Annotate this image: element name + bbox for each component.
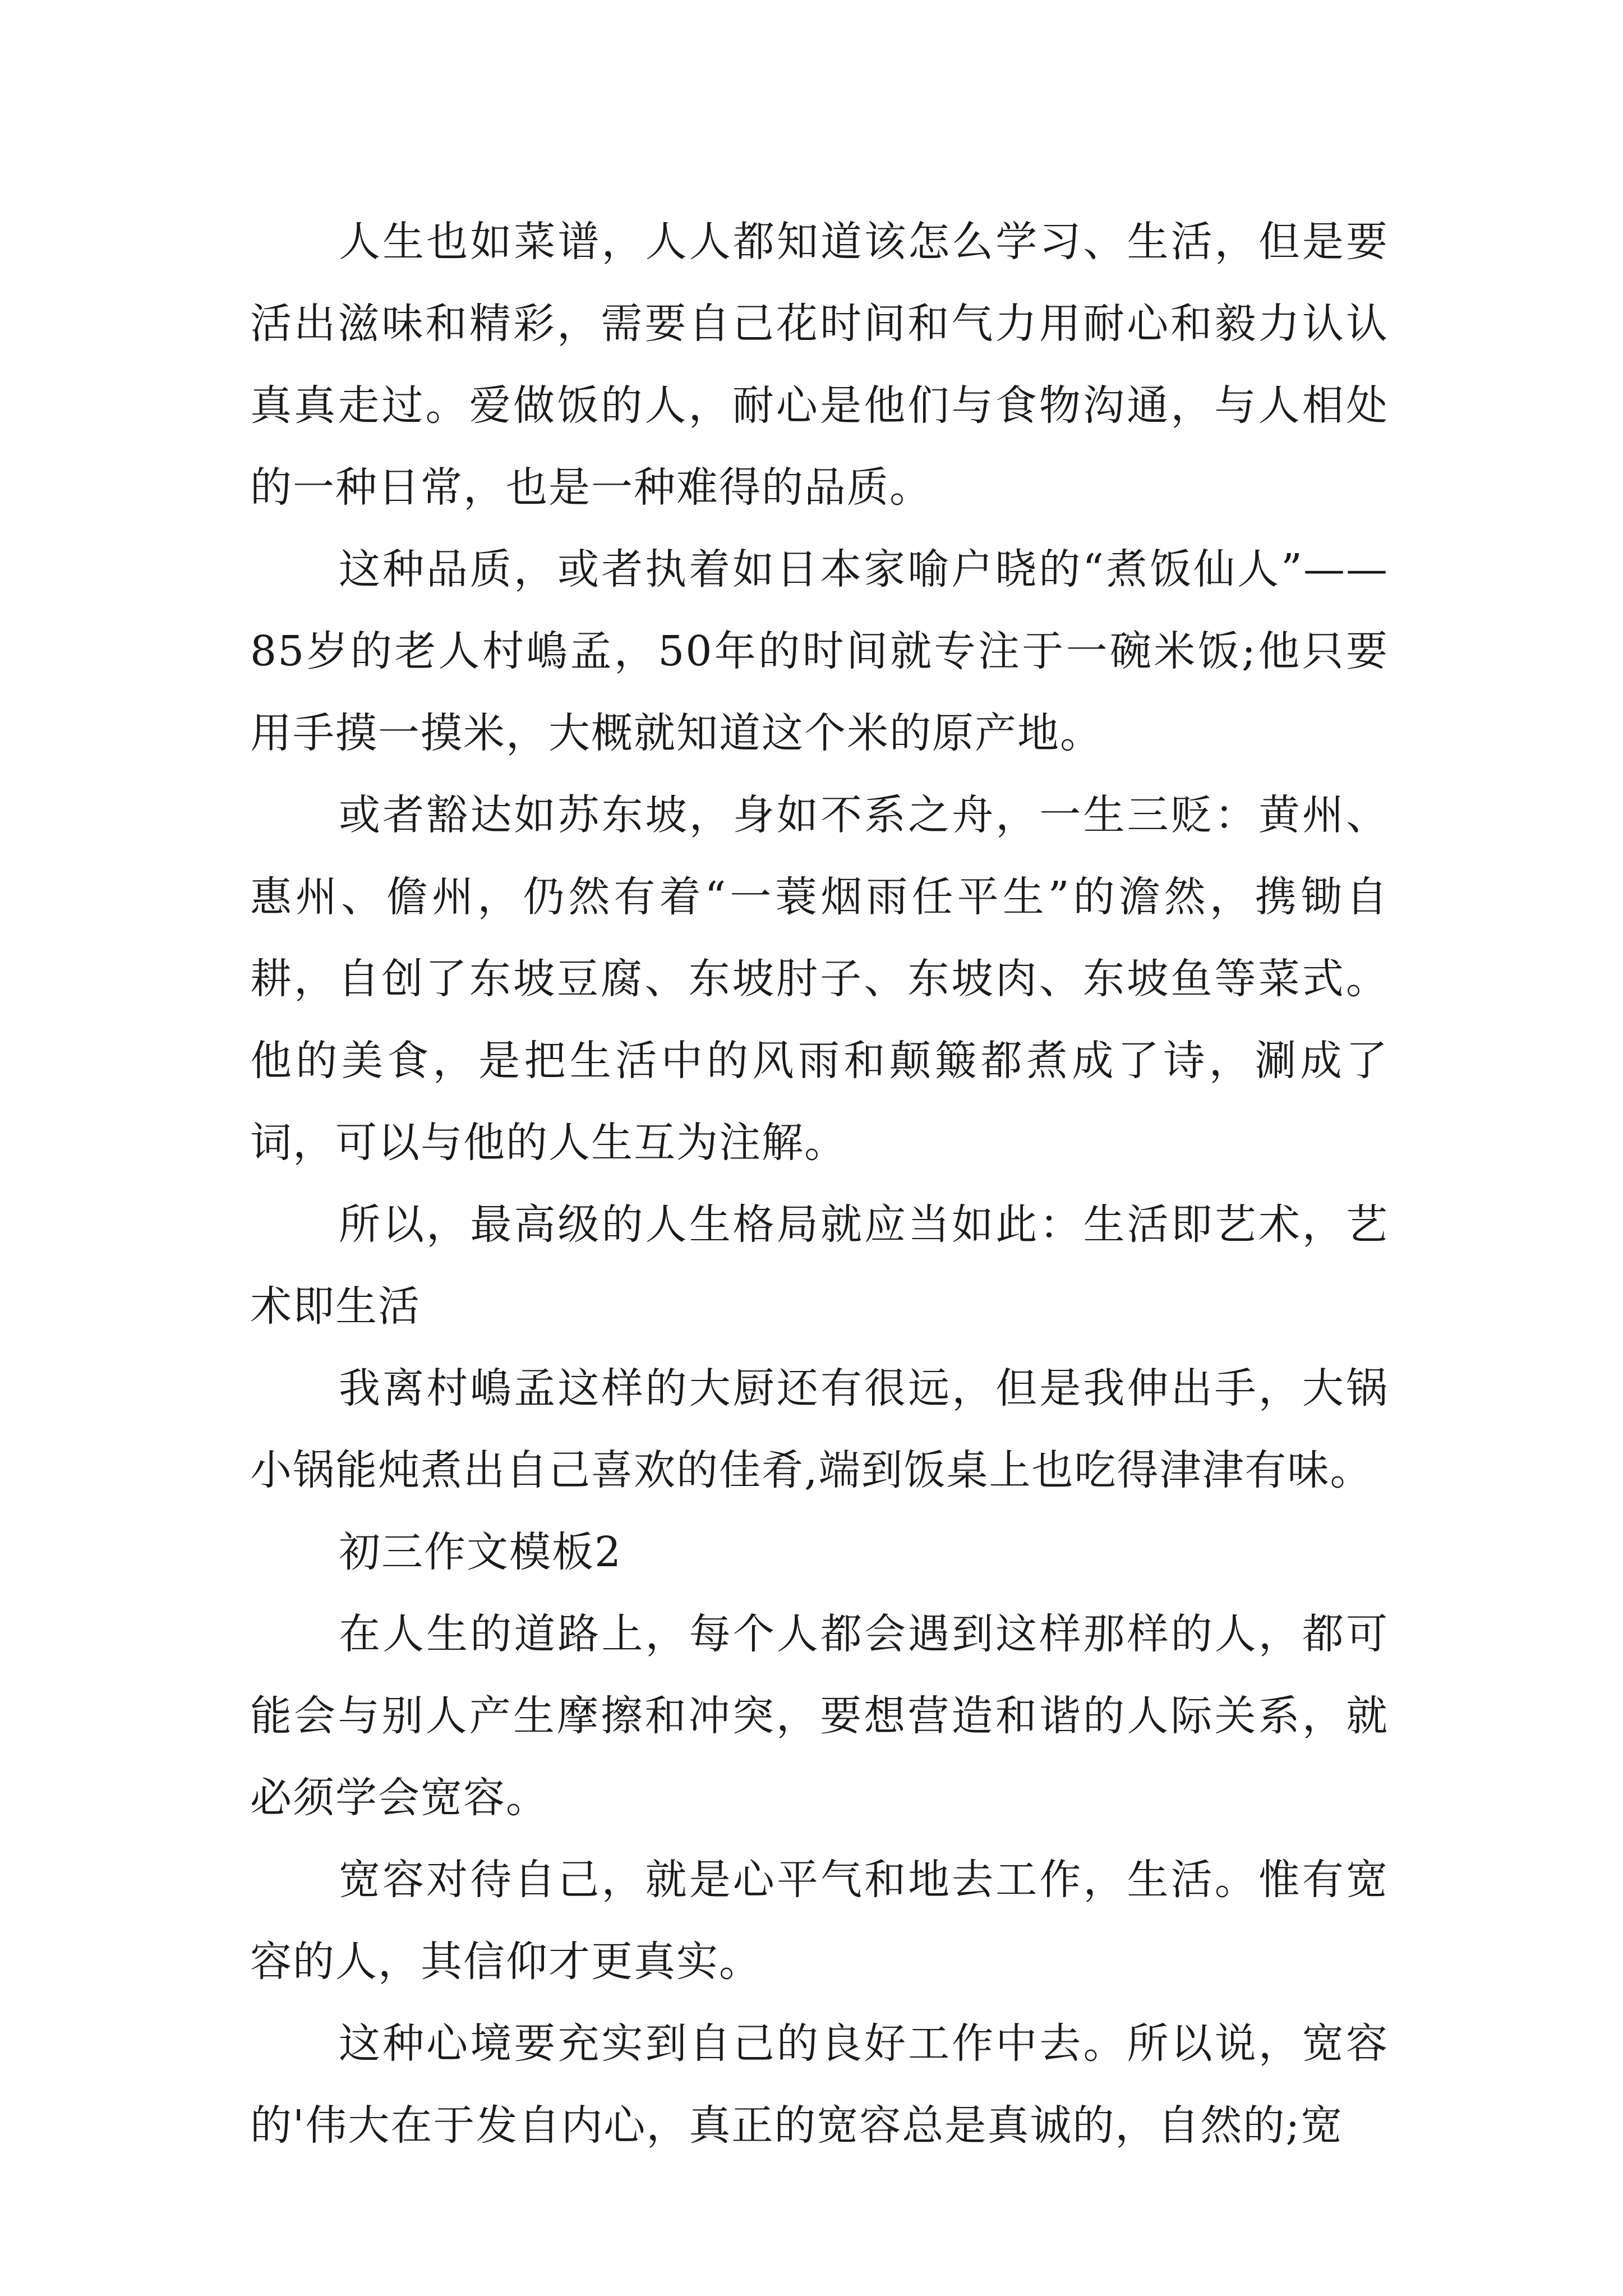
paragraph-my-cooking: 我离村嶋孟这样的大厨还有很远，但是我伸出手，大锅小锅能炖煮出自己喜欢的佳肴,端到饭桌上也吃得津津有味。: [250, 1364, 1389, 1494]
paragraph-recipe-of-life: 人生也如菜谱，人人都知道该怎么学习、生活，但是要活出滋味和精彩，需要自己花时间和气力用耐心和毅力认认真真走过。爱做饭的人，耐心是他们与食物沟通，与人相处的一种日常，也是一种难得的品质。: [250, 218, 1389, 512]
document-page: [250, 201, 1389, 2166]
paragraph-su-dongpo: 或者豁达如苏东坡，身如不系之舟，一生三贬：黄州、惠州、儋州，仍然有着“一蓑烟雨任平生”的澹然，携锄自耕，自创了东坡豆腐、东坡肘子、东坡肉、东坡鱼等菜式。他的美食，是把生活中的风雨和颠簸都煮成了诗，涮成了词，可以与他的人生互为注解。: [250, 791, 1389, 1167]
paragraph-tolerance-self: 宽容对待自己，就是心平气和地去工作，生活。惟有宽容的人，其信仰才更真实。: [250, 1856, 1389, 1986]
paragraph-tolerance-heart: 这种心境要充实到自己的良好工作中去。所以说，宽容的'伟大在于发自内心，真正的宽容总是真诚的，自然的;宽: [250, 2019, 1389, 2150]
paragraph-tolerance-intro: 在人生的道路上，每个人都会遇到这样那样的人，都可能会与别人产生摩擦和冲突，要想营造和谐的人际关系，就必须学会宽容。: [250, 1610, 1389, 1822]
paragraph-life-as-art: 所以，最高级的人生格局就应当如此：生活即艺术，艺术即生活: [250, 1200, 1389, 1331]
paragraph-rice-master: 这种品质，或者执着如日本家喻户晓的“煮饭仙人”——85岁的老人村嶋孟，50年的时间就专注于一碗米饭;他只要用手摸一摸米，大概就知道这个米的原产地。: [250, 545, 1389, 757]
section-heading: 初三作文模板2: [339, 1528, 623, 1576]
